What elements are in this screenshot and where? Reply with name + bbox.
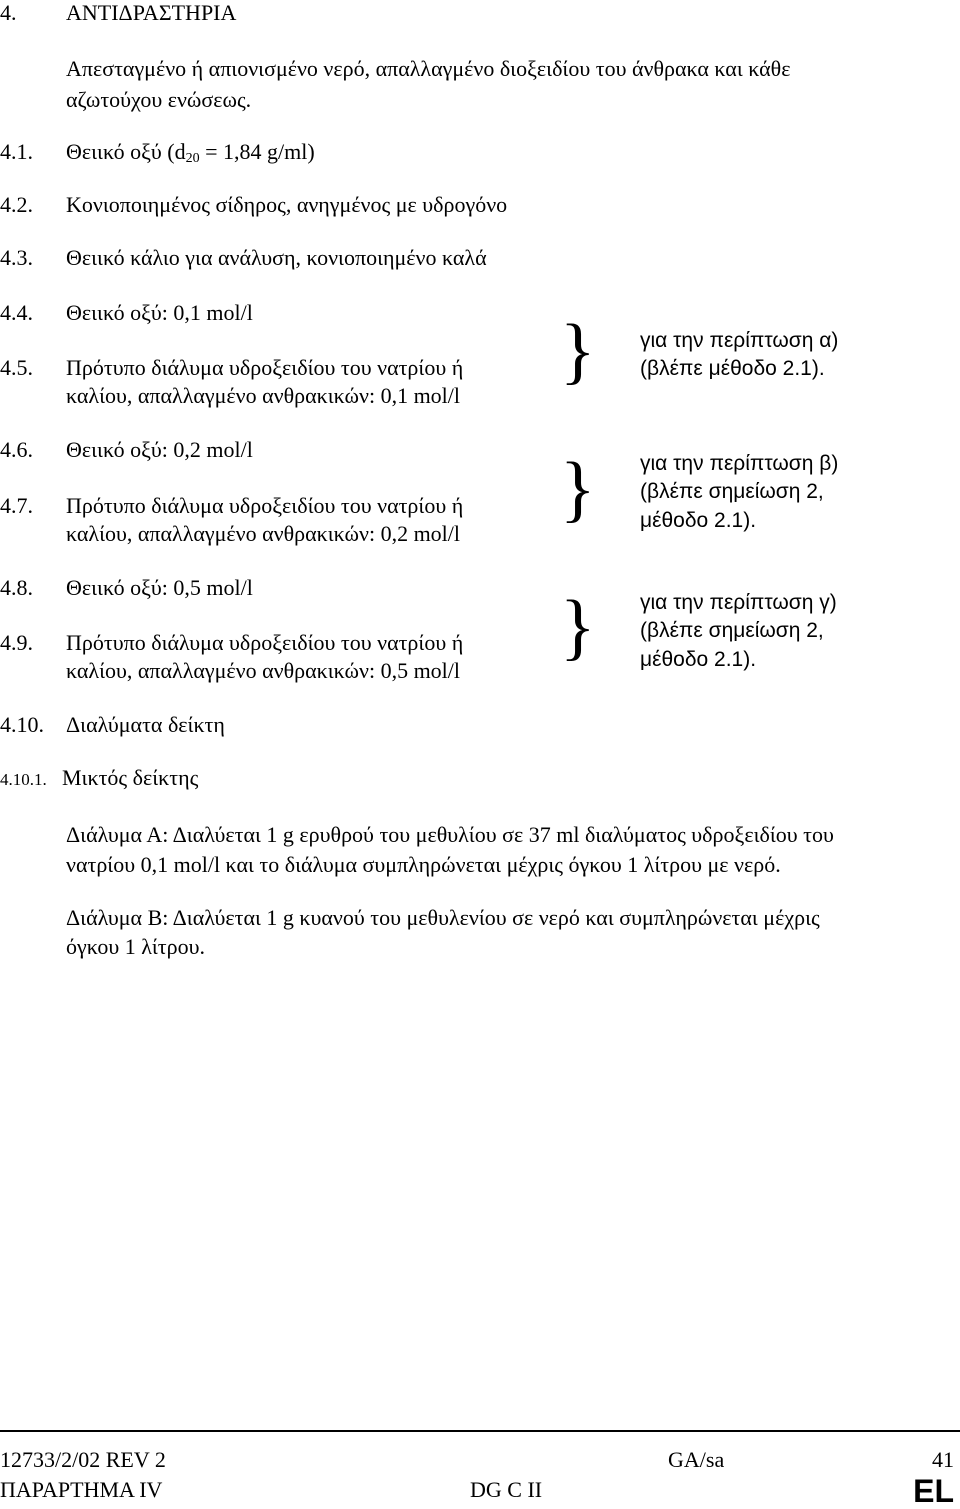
item-text: Διαλύματα δείκτη [66,712,225,737]
footer-page-number: 41 [932,1447,954,1472]
brace-b: } [560,448,596,530]
footer-dg: DG C II [470,1477,543,1502]
brace-a: } [560,310,596,392]
note-b-line-2: (βλέπε σημείωση 2, [640,480,824,503]
brace-c: } [560,586,596,668]
intro-line-1: Απεσταγμένο ή απιονισμένο νερό, απαλλαγμένο διοξειδίου του άνθρακα και κάθε [66,56,791,81]
item-text-line-2: καλίου, απαλλαγμένο ανθρακικών: 0,5 mol/l [66,658,461,683]
subitem-text: Μικτός δείκτης [62,765,199,790]
item-number: 4.4. [0,300,33,325]
item-number: 4.9. [0,630,33,655]
item-number: 4.6. [0,437,33,462]
footer-annex: ΠΑΡΑΡΤΗΜΑ IV [0,1477,163,1502]
section-title: ΑΝΤΙΔΡΑΣΤΗΡΙΑ [66,0,237,25]
item-text-line-1: Πρότυπο διάλυμα υδροξειδίου του νατρίου ή [66,630,464,655]
item-number: 4.3. [0,245,33,270]
item-text: Κονιοποιημένος σίδηρος, ανηγμένος με υδρογόνο [66,192,508,217]
solution-b-line-1: Διάλυμα Β: Διαλύεται 1 g κυανού του μεθυλενίου σε νερό και συμπληρώνεται μέχρις [66,905,820,930]
item-text-line-1: Πρότυπο διάλυμα υδροξειδίου του νατρίου ή [66,493,464,518]
item-text: Θειικό οξύ: 0,5 mol/l [66,575,253,600]
note-c-line-3: μέθοδο 2.1). [640,648,757,671]
solution-a-line-2: νατρίου 0,1 mol/l και το διάλυμα συμπληρώνεται μέχρις όγκου 1 λίτρου με νερό. [66,852,781,877]
item-number: 4.10. [0,712,44,737]
item-number: 4.8. [0,575,33,600]
item-number: 4.2. [0,192,33,217]
item-text: Θειικό κάλιο για ανάλυση, κονιοποιημένο καλά [66,245,487,270]
footer-rule [0,1430,960,1432]
footer-initials: GA/sa [668,1447,725,1472]
note-b-line-1: για την περίπτωση β) [640,452,839,475]
note-a-line-2: (βλέπε μέθοδο 2.1). [640,357,825,380]
note-a-line-1: για την περίπτωση α) [640,329,839,352]
item-text: Θειικό οξύ: 0,2 mol/l [66,437,253,462]
intro-line-2: αζωτούχου ενώσεως. [66,87,252,112]
footer-doc-ref: 12733/2/02 REV 2 [0,1447,166,1472]
item-text-line-2: καλίου, απαλλαγμένο ανθρακικών: 0,2 mol/l [66,521,461,546]
item-number: 4.5. [0,355,33,380]
item-number: 4.1. [0,139,33,164]
item-text: Θειικό οξύ: 0,1 mol/l [66,300,253,325]
note-c-line-1: για την περίπτωση γ) [640,591,837,614]
item-text: Θειικό οξύ ($d_{20} = 1,84$ g/ml) [66,139,315,166]
item-number: 4.7. [0,493,33,518]
section-number: 4. [0,0,17,25]
solution-a-line-1: Διάλυμα Α: Διαλύεται 1 g ερυθρού του μεθυλίου σε 37 ml διαλύματος υδροξειδίου του [66,822,834,847]
solution-b-line-2: όγκου 1 λίτρου. [66,934,206,959]
footer-language-code: EL [913,1473,954,1509]
item-text-line-1: Πρότυπο διάλυμα υδροξειδίου του νατρίου ή [66,355,464,380]
note-b-line-3: μέθοδο 2.1). [640,509,757,532]
note-c-line-2: (βλέπε σημείωση 2, [640,619,824,642]
subitem-number: 4.10.1. [0,770,47,789]
item-text-line-2: καλίου, απαλλαγμένο ανθρακικών: 0,1 mol/l [66,383,461,408]
